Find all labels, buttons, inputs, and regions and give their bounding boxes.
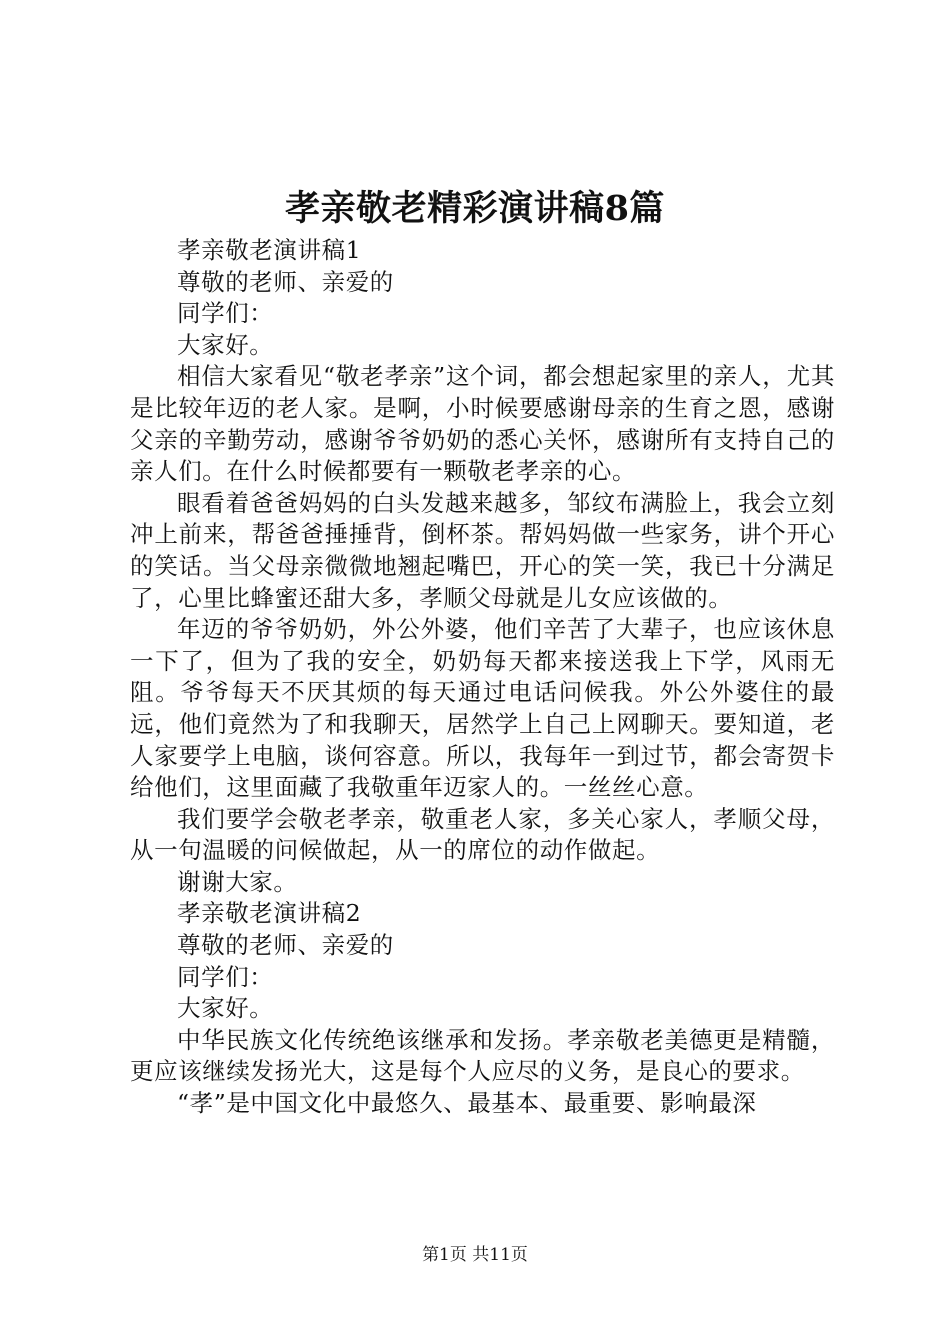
paragraph: 尊敬的老师、亲爱的 [177,931,394,960]
paragraph: 眼看着爸爸妈妈的白头发越来越多，邹纹布满脸上，我会立刻冲上前来，帮爸爸捶捶背，倒杯茶。帮妈妈做一些家务，讲个开心的笑话。当父母亲微微地翘起嘴巴，开心的笑一笑，我已十分满足了，心里比蜂蜜还甜大多，孝顺父母就是儿女应该做的。 [130,488,835,612]
paragraph: 同学们： [177,299,274,328]
paragraph: 尊敬的老师、亲爱的 [177,267,394,296]
paragraph: 相信大家看见“敬老孝亲”这个词，都会想起家里的亲人，尤其是比较年迈的老人家。是啊，小时候要感谢母亲的生育之恩，感谢父亲的辛勤劳动，感谢爷爷奶奶的悉心关怀，感谢所有支持自己的亲人们。在什么时候都要有一颗敬老孝亲的心。 [130,362,835,486]
document-title: 孝亲敬老精彩演讲稿8篇 [285,188,665,229]
paragraph: 谢谢大家。 [177,867,298,896]
page-footer: 第1页 共11页 [422,1245,528,1265]
document-body [130,235,835,1120]
paragraph: 大家好。 [177,330,274,359]
paragraph: 同学们： [177,962,274,991]
paragraph: 孝亲敬老演讲稿1 [177,236,362,264]
paragraph: 我们要学会敬老孝亲，敬重老人家，多关心家人，孝顺父母，从一句温暖的问候做起，从一的席位的动作做起。 [130,804,835,865]
paragraph: 年迈的爷爷奶奶，外公外婆，他们辛苦了大辈子，也应该休息一下了，但为了我的安全，奶奶每天都来接送我上下学，风雨无阻。爷爷每天不厌其烦的每天通过电话问候我。外公外婆住的最远，他们竟然为了和我聊天，居然学上自己上网聊天。要知道，老人家要学上电脑，谈何容意。所以，我每年一到过节，都会寄贺卡给他们，这里面藏了我敬重年迈家人的。一丝丝心意。 [130,615,835,802]
paragraph: 大家好。 [177,994,274,1023]
paragraph: 中华民族文化传统绝该继承和发扬。孝亲敬老美德更是精髓，更应该继续发扬光大，这是每个人应尽的义务，是良心的要求。 [130,1025,835,1086]
paragraph: “孝”是中国文化中最悠久、最基本、最重要、影响最深 [177,1089,757,1118]
paragraph: 孝亲敬老演讲稿2 [177,899,362,928]
